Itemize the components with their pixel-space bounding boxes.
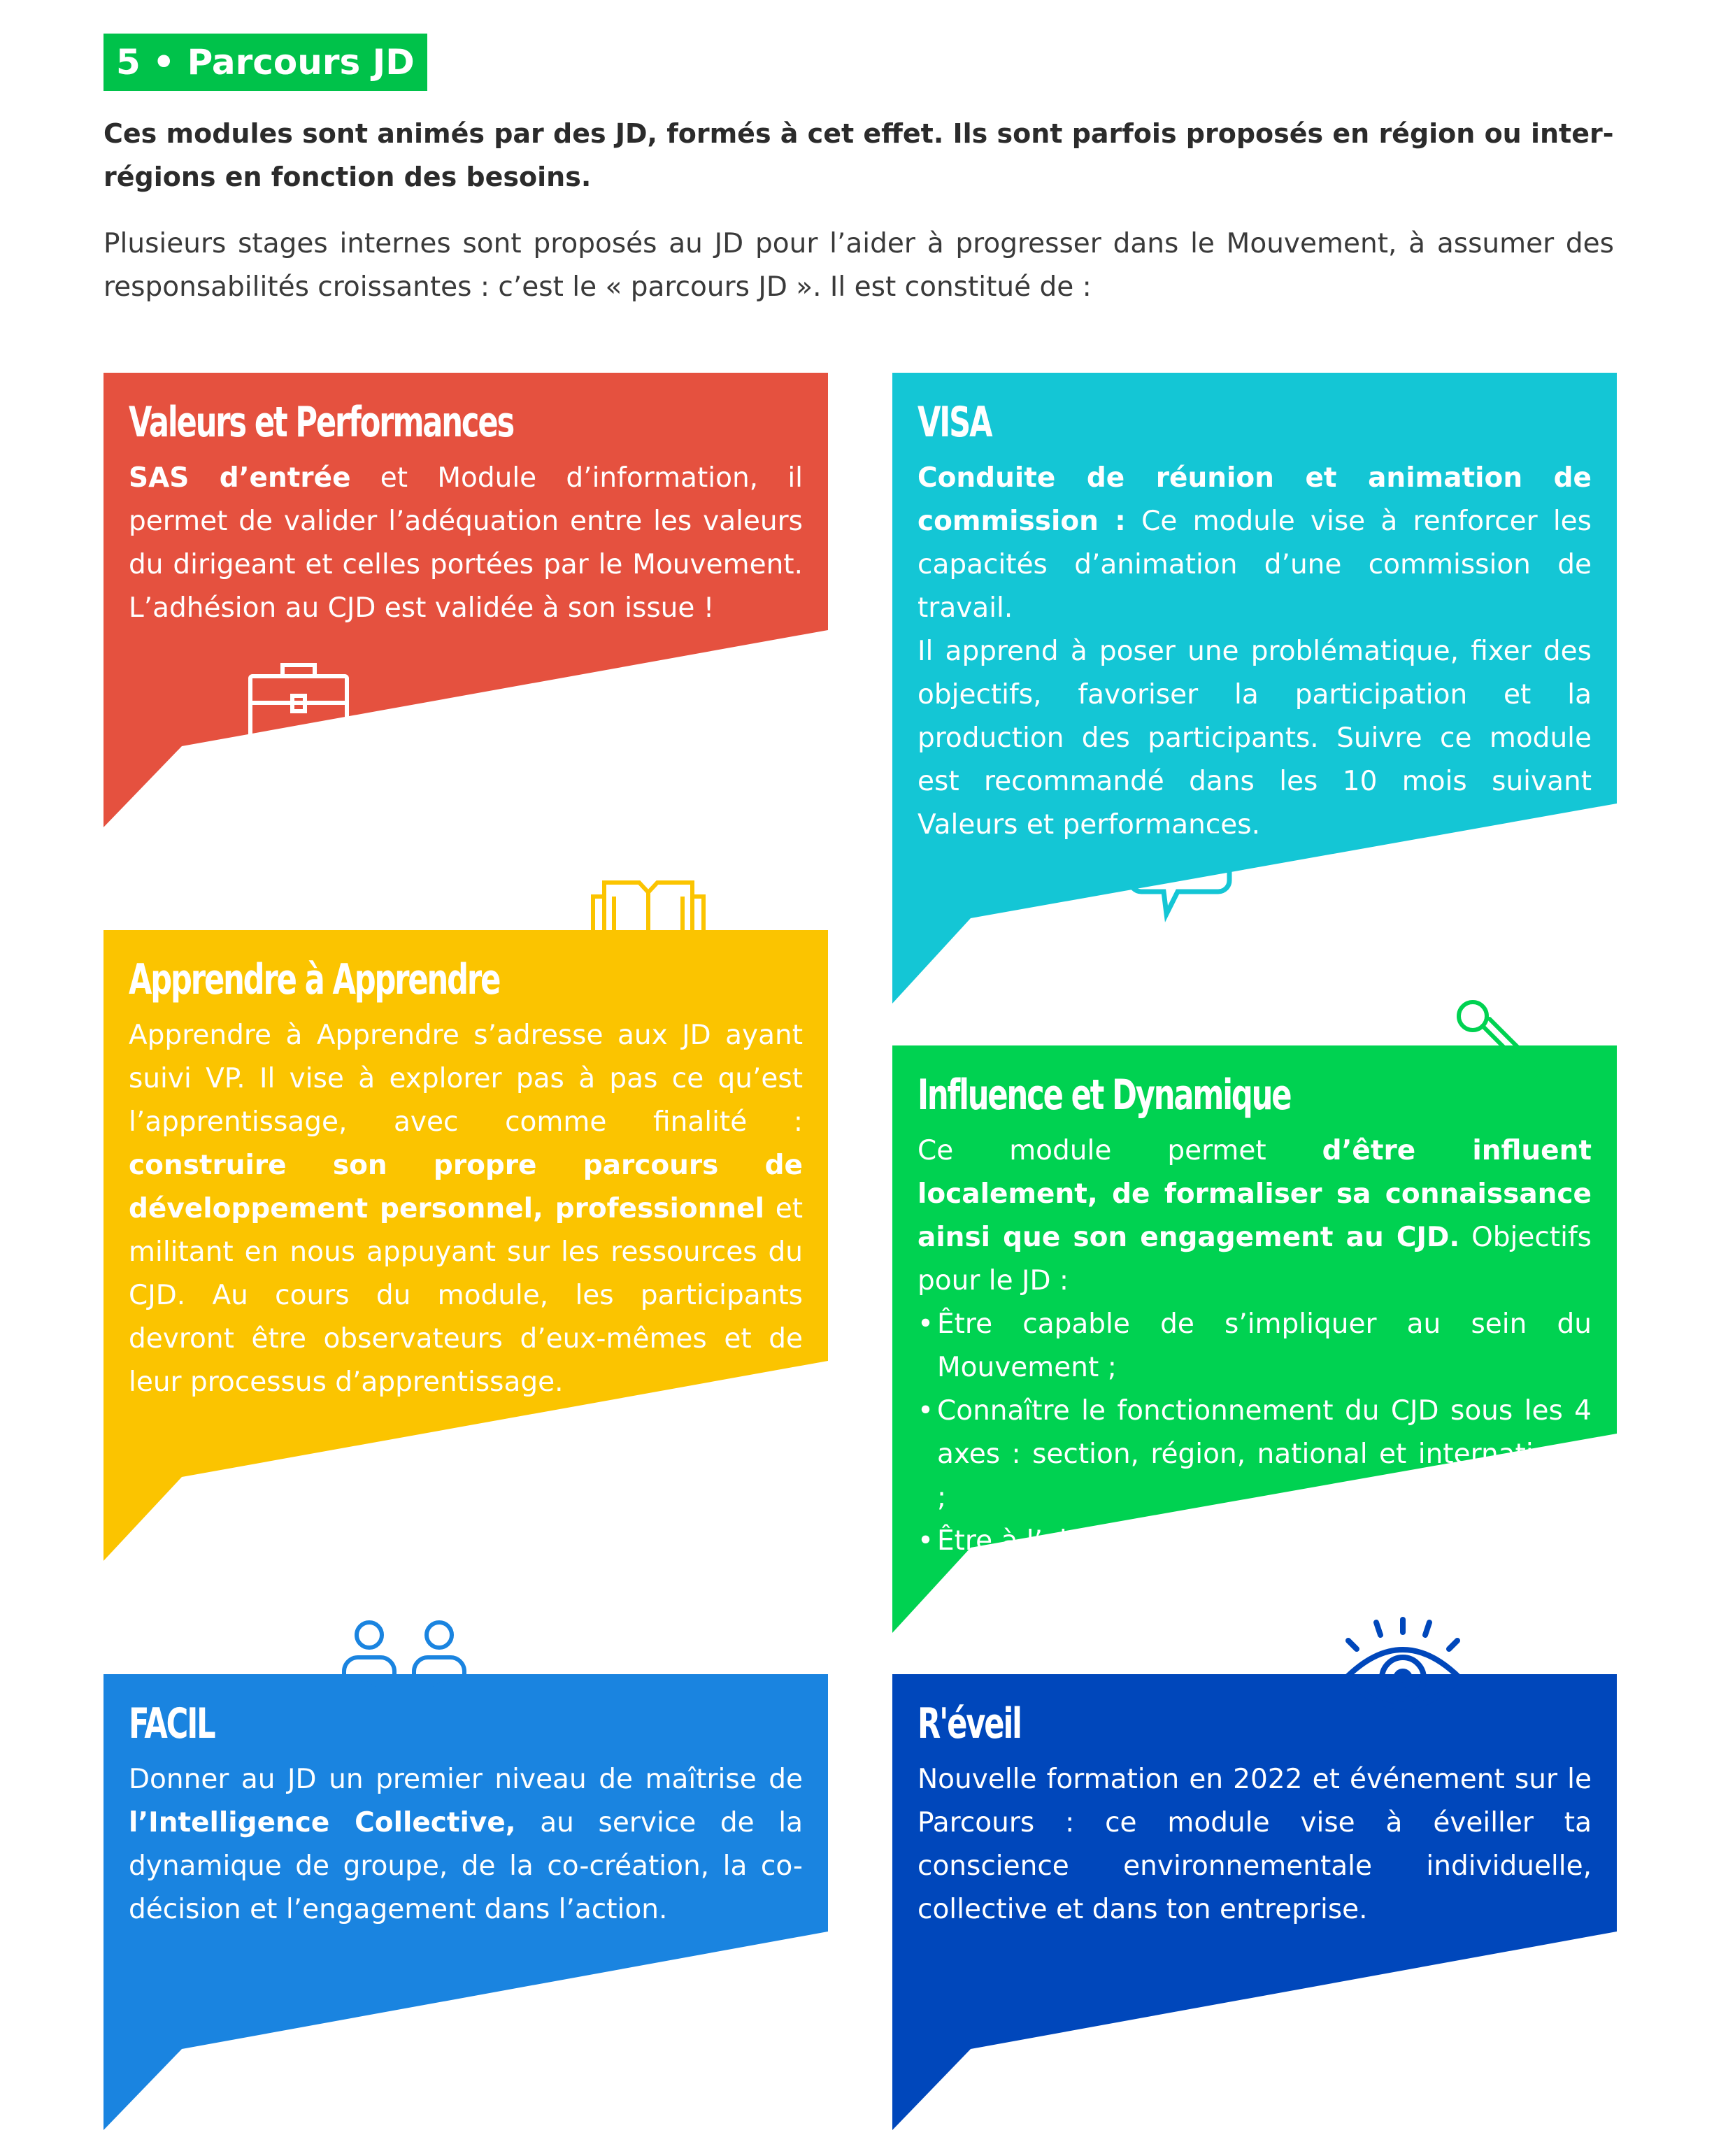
speech-bubble-icon: [1127, 830, 1232, 935]
card-influence-dynamique: [892, 1045, 1617, 1633]
card-visa-description: Conduite de réunion et animation de commission : Ce module vise à renforcer les capacités d’animation d’une commission de travail.: [918, 462, 1592, 624]
list-item: • Connaître le fonctionnement du CJD sous les 4 axes : section, région, national et international ;: [918, 1390, 1592, 1520]
card-reveil: [892, 1674, 1617, 2130]
card-valeurs-title: Valeurs et Performances: [129, 398, 514, 447]
section-title: 5 • Parcours JD: [103, 34, 427, 91]
card-influence-title: Influence et Dynamique: [918, 1071, 1291, 1120]
card-facil-title: FACIL: [129, 1699, 215, 1748]
intro-lead-paragraph: Ces modules sont animés par des JD, formés à cet effet. Ils sont parfois proposés en région ou inter-régions en fonction des besoins.: [103, 118, 1614, 192]
card-reveil-title: R'éveil: [918, 1699, 1021, 1748]
card-visa: [892, 373, 1617, 1004]
card-influence-objectives-list: [918, 1303, 1592, 1563]
card-apprendre-description: Apprendre à Apprendre s’adresse aux JD ayant suivi VP. Il vise à explorer pas à pas ce qu’est l’apprentissage, avec comme finalité : construire son propre parcours de développement personnel, professionnel et militant en nous appuyant sur les ressources du CJD. Au cours du module, les participants devront être observateurs d’eux-mêmes et de leur processus d’apprentissage.: [129, 1020, 803, 1398]
card-valeurs-performances: [103, 373, 828, 827]
intro-body-paragraph: Plusieurs stages internes sont proposés au JD pour l’aider à progresser dans le Mouvement, à assumer des responsabilités croissantes : c’est le « parcours JD ». Il est constitué de :: [103, 228, 1614, 303]
card-apprendre-a-apprendre: [103, 930, 828, 1561]
card-valeurs-description: SAS d’entrée et Module d’information, il permet de valider l’adéquation entre les valeurs du dirigeant et celles portées par le Mouvement. L’adhésion au CJD est validée à son issue !: [129, 462, 803, 624]
card-reveil-description: Nouvelle formation en 2022 et événement sur le Parcours : ce module vise à éveiller ta conscience environnementale individuelle, collective et dans ton entreprise.: [918, 1764, 1592, 1925]
card-facil-description: Donner au JD un premier niveau de maîtrise de l’Intelligence Collective, au service de la dynamique de groupe, de la co-création, la co-décision et l’engagement dans l’action.: [129, 1764, 803, 1925]
list-item: • Être à l’aise dans la prise de parole.: [918, 1520, 1592, 1563]
briefcase-icon: [248, 661, 350, 746]
card-facil: [103, 1674, 828, 2130]
card-visa-title: VISA: [918, 398, 992, 447]
card-apprendre-title: Apprendre à Apprendre: [129, 955, 500, 1004]
card-visa-description-2: Il apprend à poser une problématique, fixer des objectifs, favoriser la participation et la production des participants. Suivre ce module est recommandé dans les 10 mois suivant Valeurs et performances.: [918, 636, 1592, 841]
list-item: • Être capable de s’impliquer au sein du Mouvement ;: [918, 1303, 1592, 1390]
card-influence-description: Ce module permet d’être influent localement, de formaliser sa connaissance ainsi que son engagement au CJD. Objectifs pour le JD :: [918, 1135, 1592, 1297]
